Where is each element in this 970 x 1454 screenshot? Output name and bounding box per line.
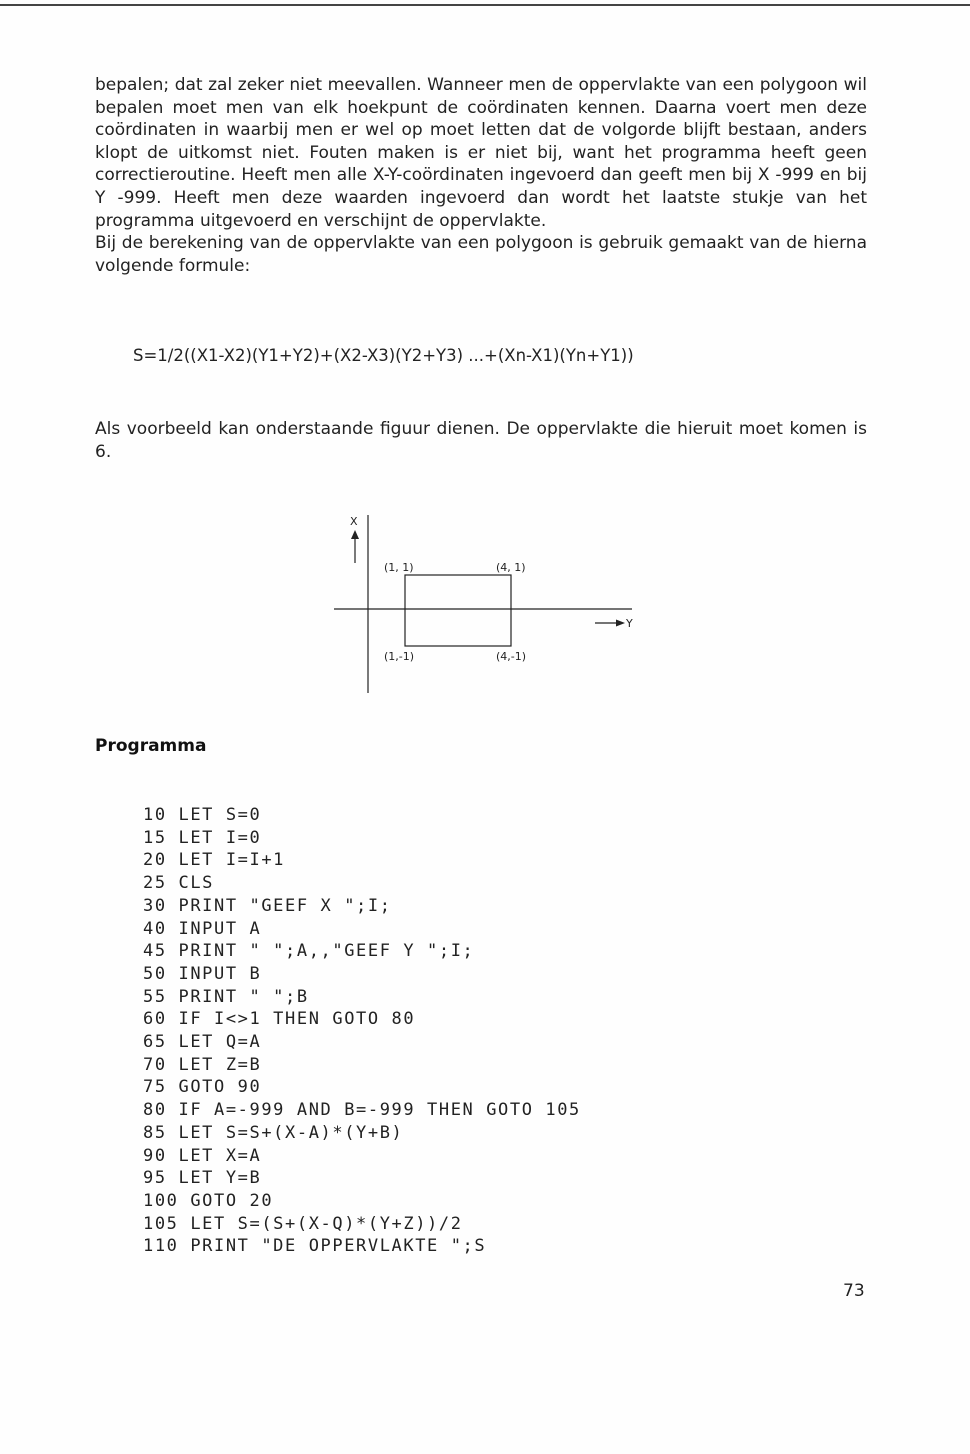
- program-line: 30 PRINT "GEEF X ";I;: [143, 895, 392, 916]
- y-arrow-head-icon: [616, 620, 625, 627]
- program-line: 55 PRINT " ";B: [143, 986, 309, 1007]
- section-heading-programma: Programma: [95, 736, 207, 756]
- program-line: 75 GOTO 90: [143, 1077, 262, 1098]
- program-line: 60 IF I<>1 THEN GOTO 80: [143, 1009, 416, 1030]
- corner-label-top-right: (4, 1): [496, 561, 526, 574]
- program-line: 95 LET Y=B: [143, 1168, 262, 1189]
- polygon-rectangle: [405, 575, 511, 646]
- program-line: 90 LET X=A: [143, 1145, 262, 1166]
- y-axis-label: Y: [626, 617, 633, 630]
- example-text: Als voorbeeld kan onderstaande figuur dienen. De oppervlakte die hieruit moet komen is 6.: [95, 419, 867, 462]
- top-border-rule: [0, 4, 970, 6]
- x-axis-label: X: [350, 515, 358, 528]
- x-arrow-head-icon: [351, 530, 359, 539]
- paragraph-1: bepalen; dat zal zeker niet meevallen. Wanneer men de oppervlakte van een polygoon wil bepalen moet men van elk hoekpunt de coördinaten kennen. Daarna voert men deze coördinaten in waarbij men er wel op moet letten dat de volgorde blijft bestaan, anders klopt de uitkomst niet. Fouten maken is er niet bij, want het programma heeft geen correctieroutine. Heeft men alle X-Y-coördinaten ingevoerd dan geeft men bij X -999 en bij Y -999. Heeft men deze waarden ingevoerd dan wordt het laatste stukje van het programma uitgevoerd en verschijnt de oppervlakte.: [95, 75, 867, 231]
- corner-label-bottom-left: (1,-1): [384, 650, 415, 663]
- figure-drawing: [320, 505, 650, 700]
- program-line: 80 IF A=-999 AND B=-999 THEN GOTO 105: [143, 1100, 581, 1121]
- program-line: 70 LET Z=B: [143, 1054, 262, 1075]
- program-line: 15 LET I=0: [143, 827, 262, 848]
- program-line: 65 LET Q=A: [143, 1032, 262, 1053]
- program-line: 85 LET S=S+(X-A)*(Y+B): [143, 1122, 404, 1143]
- paragraph-2: Bij de berekening van de oppervlakte van een polygoon is gebruik gemaakt van de hierna volgende formule:: [95, 233, 867, 276]
- program-line: 40 INPUT A: [143, 918, 262, 939]
- corner-label-top-left: (1, 1): [384, 561, 414, 574]
- program-line: 110 PRINT "DE OPPERVLAKTE ";S: [143, 1236, 487, 1257]
- intro-text: [95, 74, 867, 277]
- program-line: 45 PRINT " ";A,,"GEEF Y ";I;: [143, 941, 475, 962]
- program-line: 10 LET S=0: [143, 805, 262, 825]
- program-line: 50 INPUT B: [143, 963, 262, 984]
- area-formula: S=1/2((X1-X2)(Y1+Y2)+(X2-X3)(Y2+Y3) ...+(Xn-X1)(Yn+Y1)): [133, 346, 634, 365]
- corner-label-bottom-right: (4,-1): [496, 650, 527, 663]
- page-number: 73: [843, 1281, 865, 1301]
- program-line: 25 CLS: [143, 873, 215, 894]
- rectangle-figure: [320, 505, 650, 700]
- basic-program-listing: [143, 804, 581, 1258]
- program-line: 100 GOTO 20: [143, 1190, 274, 1211]
- program-line: 105 LET S=(S+(X-Q)*(Y+Z))/2: [143, 1213, 463, 1234]
- program-line: 20 LET I=I+1: [143, 850, 286, 871]
